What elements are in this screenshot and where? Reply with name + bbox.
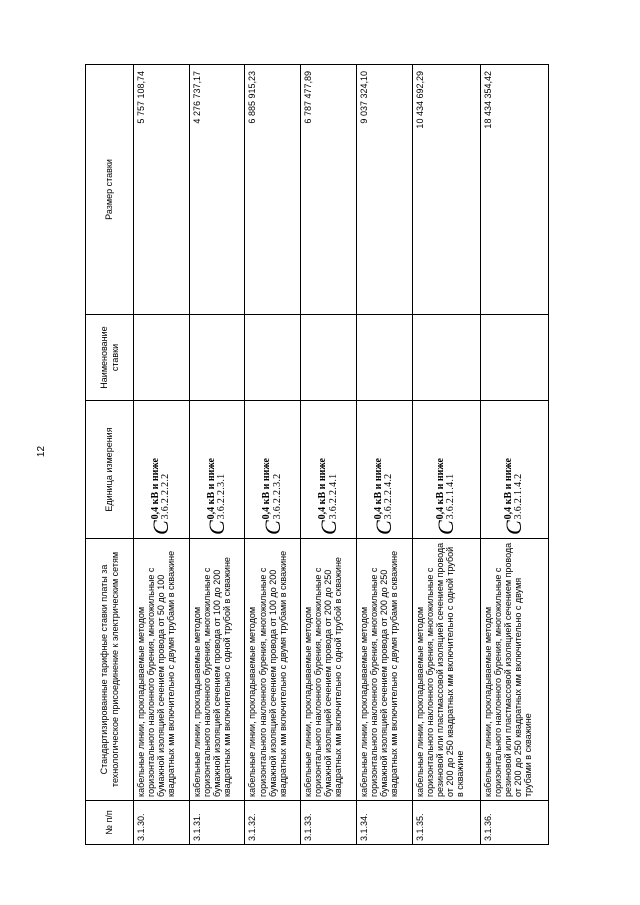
row-description: кабельные линии, прокладываемые методом горизонтального наклонного бурения, многожильные с бумажной изоляцией сечением провода от 50 до 100 квадратных мм включительно с двумя трубами в скважине xyxy=(134,539,190,801)
row-number: 3.1.32. xyxy=(245,801,301,845)
unit-formula xyxy=(315,404,341,535)
table-header-row xyxy=(86,65,134,845)
tariff-table xyxy=(85,64,549,845)
unit-indices xyxy=(374,458,395,519)
row-rate-value: 18 434 354,42 xyxy=(480,65,548,315)
row-unit xyxy=(134,401,190,539)
unit-symbol: C xyxy=(501,520,527,535)
unit-symbol: C xyxy=(315,520,341,535)
row-rate-value: 9 037 324,10 xyxy=(356,65,412,315)
unit-indices xyxy=(436,458,457,519)
row-unit xyxy=(412,401,480,539)
unit-superscript: 0,4 кВ и ниже xyxy=(434,458,446,520)
row-description: кабельные линии, прокладываемые методом горизонтального наклонного бурения, многожильные с бумажной изоляцией сечением провода от 100 до 200 квадратных мм включительно с одной трубой в скважине xyxy=(189,539,245,801)
table-body xyxy=(134,65,549,845)
row-unit xyxy=(189,401,245,539)
unit-formula xyxy=(150,404,172,535)
unit-symbol: C xyxy=(259,520,285,535)
header-desc: Стандартизированные тарифные ставки платы за технологическое присоединение к электрическим сетям xyxy=(86,539,134,801)
row-rate-value: 6 787 477,89 xyxy=(301,65,357,315)
table-row xyxy=(189,65,245,845)
table-row xyxy=(480,65,548,845)
row-unit xyxy=(356,401,412,539)
unit-symbol: C xyxy=(371,520,397,535)
unit-indices xyxy=(262,458,283,519)
row-rate-name xyxy=(480,315,548,401)
unit-code: 3.6.2.2.4.1 xyxy=(327,473,339,520)
row-rate-name xyxy=(301,315,357,401)
rotated-table-container xyxy=(85,65,549,845)
unit-superscript: 0,4 кВ и ниже xyxy=(372,458,384,520)
table-row xyxy=(412,65,480,845)
row-rate-name xyxy=(245,315,301,401)
row-rate-name xyxy=(134,315,190,401)
unit-superscript: 0,4 кВ и ниже xyxy=(205,458,217,520)
row-number: 3.1.31. xyxy=(189,801,245,845)
row-unit xyxy=(480,401,548,539)
table-row xyxy=(134,65,190,845)
row-unit xyxy=(245,401,301,539)
unit-superscript: 0,4 кВ и ниже xyxy=(261,458,273,520)
unit-formula xyxy=(373,404,395,535)
row-rate-value: 4 276 737,17 xyxy=(189,65,245,315)
row-description: кабельные линии, прокладываемые методом горизонтального наклонного бурения, многожильные с резиновой или пластмассовой изоляцией сечением провода от 200 до 250 квадратных мм включительно с одной трубой в скважине xyxy=(412,539,480,801)
row-rate-name xyxy=(189,315,245,401)
unit-code: 3.6.2.2.2.2 xyxy=(160,473,172,520)
table-row xyxy=(245,65,301,845)
unit-superscript: 0,4 кВ и ниже xyxy=(149,458,161,520)
row-unit xyxy=(301,401,357,539)
row-rate-name xyxy=(356,315,412,401)
unit-superscript: 0,4 кВ и ниже xyxy=(502,458,514,520)
header-num: № п/п xyxy=(86,801,134,845)
unit-indices xyxy=(151,458,172,519)
unit-code: 3.6.2.2.3.1 xyxy=(216,473,228,520)
unit-code: 3.6.2.1.4.1 xyxy=(445,473,457,520)
row-rate-value: 5 757 108,74 xyxy=(134,65,190,315)
unit-formula xyxy=(206,404,228,535)
unit-code: 3.6.2.2.3.2 xyxy=(271,473,283,520)
unit-indices xyxy=(318,458,339,519)
row-description: кабельные линии, прокладываемые методом горизонтального наклонного бурения, многожильные с бумажной изоляцией сечением провода от 200 до 250 квадратных мм включительно с двумя трубами в скважине xyxy=(356,539,412,801)
row-description: кабельные линии, прокладываемые методом горизонтального наклонного бурения, многожильные с бумажной изоляцией сечением провода от 100 до 200 квадратных мм включительно с двумя трубами в скважине xyxy=(245,539,301,801)
table-row xyxy=(301,65,357,845)
header-name: Наименование ставки xyxy=(86,315,134,401)
table-row xyxy=(356,65,412,845)
row-number: 3.1.33. xyxy=(301,801,357,845)
row-description: кабельные линии, прокладываемые методом горизонтального наклонного бурения, многожильные с бумажной изоляцией сечением провода от 200 до 250 квадратных мм включительно с одной трубой в скважине xyxy=(301,539,357,801)
row-rate-value: 6 885 915,23 xyxy=(245,65,301,315)
row-number: 3.1.34. xyxy=(356,801,412,845)
unit-formula xyxy=(259,404,285,535)
header-rate: Размер ставки xyxy=(86,65,134,315)
row-number: 3.1.36. xyxy=(480,801,548,845)
unit-code: 3.6.2.2.4.2 xyxy=(383,473,395,520)
unit-indices xyxy=(504,458,525,519)
unit-indices xyxy=(207,458,228,519)
unit-formula xyxy=(435,404,457,535)
row-rate-value: 10 434 692,29 xyxy=(412,65,480,315)
row-description: кабельные линии, прокладываемые методом горизонтального наклонного бурения, многожильные с резиновой или пластмассовой изоляцией сечением провода от 200 до 250 квадратных мм включительно с двумя трубами в скважине xyxy=(480,539,548,801)
unit-symbol: C xyxy=(148,520,174,535)
row-number: 3.1.30. xyxy=(134,801,190,845)
unit-symbol: C xyxy=(433,520,459,535)
page-number: 12 xyxy=(36,445,48,458)
row-rate-name xyxy=(412,315,480,401)
header-unit: Единица измерения xyxy=(86,401,134,539)
unit-superscript: 0,4 кВ и ниже xyxy=(317,458,329,520)
row-number: 3.1.35. xyxy=(412,801,480,845)
unit-code: 3.6.2.1.4.2 xyxy=(513,473,525,520)
unit-formula xyxy=(503,404,525,535)
unit-symbol: C xyxy=(204,520,230,535)
